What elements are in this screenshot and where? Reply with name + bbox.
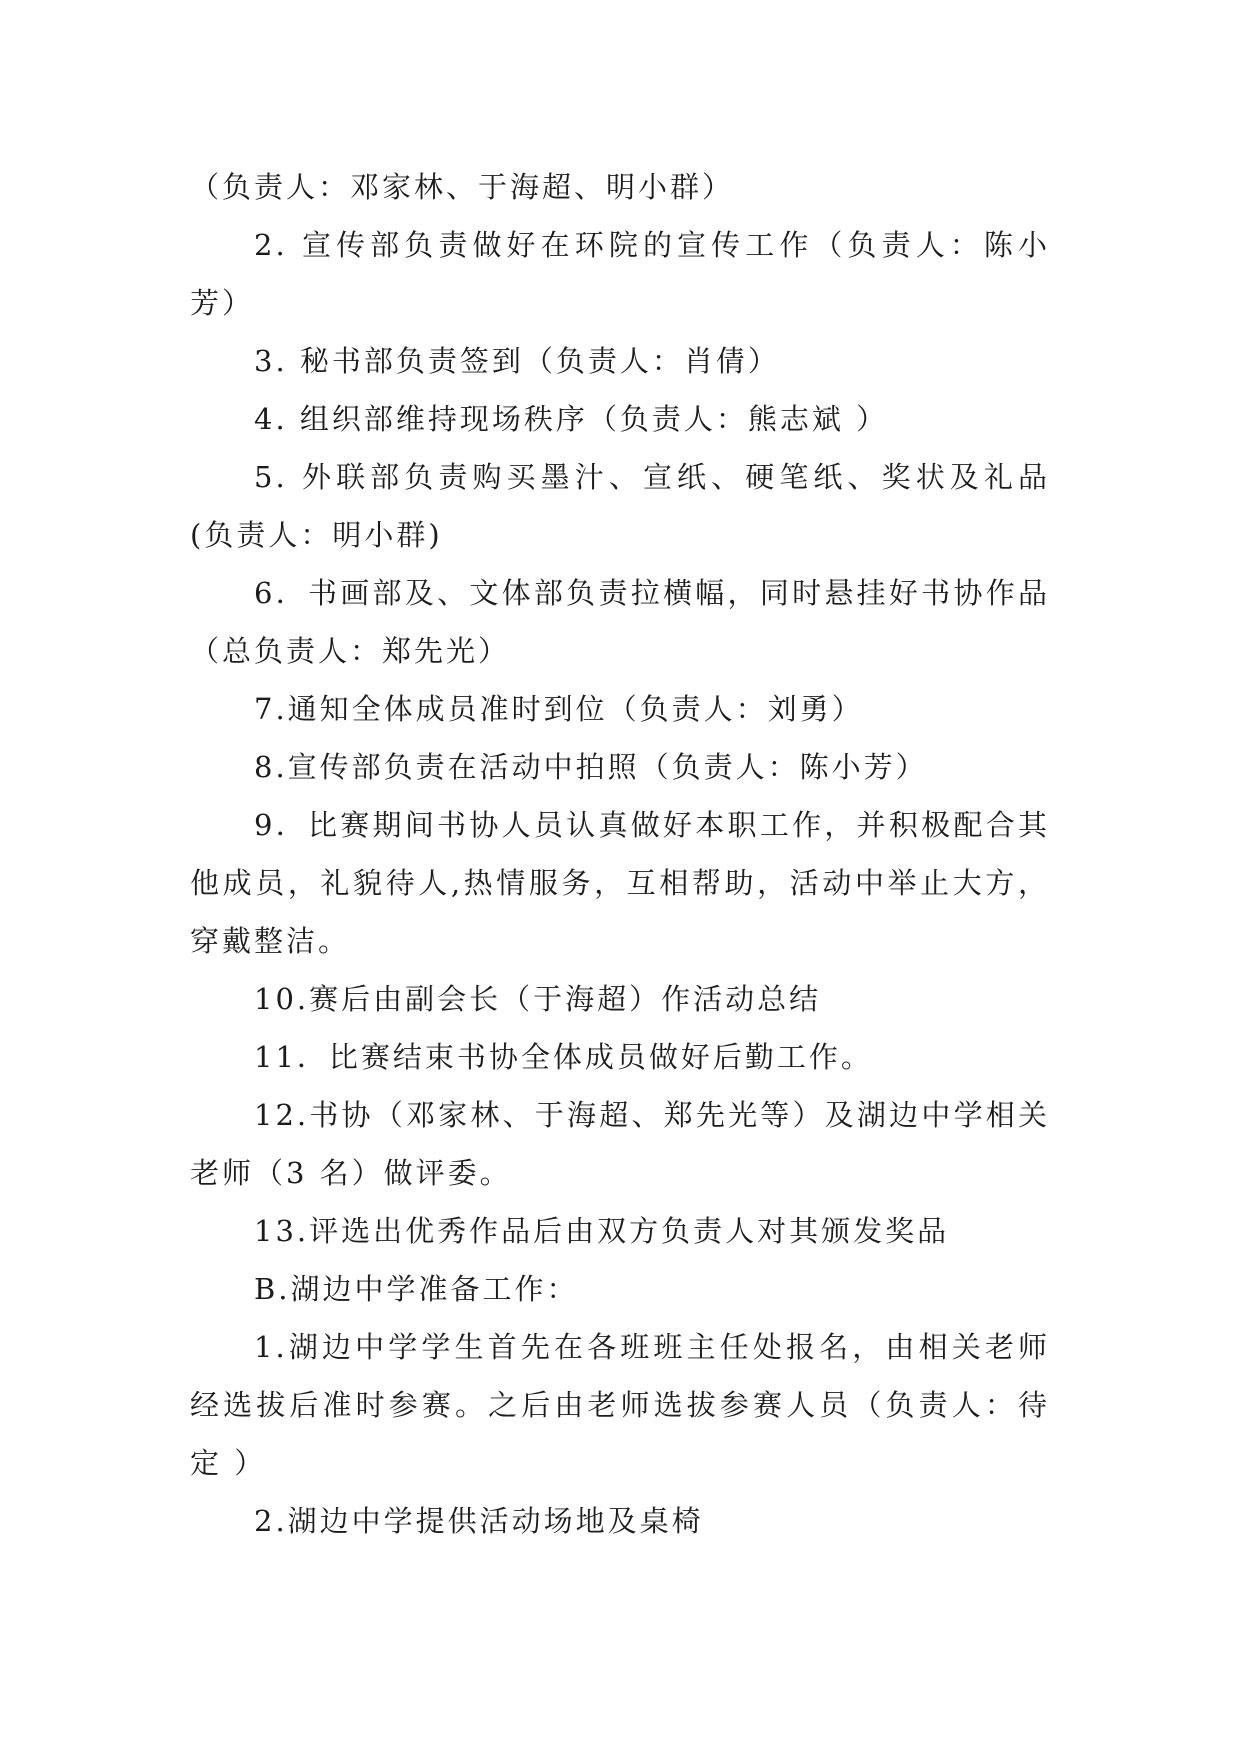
paragraph-4: 4. 组织部维持现场秩序（负责人：熊志斌 ） [254,402,889,436]
paragraph-3: 3. 秘书部负责签到（负责人：肖倩） [254,344,780,378]
document-body [190,158,1050,1550]
section-heading-b: B.湖边中学准备工作： [254,1272,579,1306]
paragraph-13: 13.评选出优秀作品后由双方负责人对其颁发奖品 [254,1214,950,1248]
paragraph-7: 7.通知全体成员准时到位（负责人：刘勇） [254,692,864,726]
paragraph-12: 12.书协（邓家林、于海超、郑先光等）及湖边中学相关老师（3 名）做评委。 [190,1098,1050,1190]
paragraph-5: 5. 外联部负责购买墨汁、宣纸、硬笔纸、奖状及礼品(负责人：明小群) [190,460,1050,552]
paragraph-9: 9．比赛期间书协人员认真做好本职工作，并积极配合其他成员，礼貌待人,热情服务，互相帮助，活动中举止大方，穿戴整洁。 [190,808,1050,958]
paragraph-6: 6．书画部及、文体部负责拉横幅，同时悬挂好书协作品（总负责人：郑先光） [190,576,1050,668]
paragraph-11: 11．比赛结束书协全体成员做好后勤工作。 [254,1040,873,1074]
paragraph-2: 2. 宣传部负责做好在环院的宣传工作（负责人：陈小芳） [190,228,1050,320]
paragraph-1: （负责人：邓家林、于海超、明小群） [190,170,735,204]
paragraph-15: 1.湖边中学学生首先在各班班主任处报名，由相关老师经选拔后准时参赛。之后由老师选拔参赛人员（负责人：待定 ） [190,1330,1050,1480]
paragraph-8: 8.宣传部负责在活动中拍照（负责人：陈小芳） [254,750,928,784]
paragraph-16: 2.湖边中学提供活动场地及桌椅 [254,1504,704,1538]
paragraph-10: 10.赛后由副会长（于海超）作活动总结 [254,982,822,1016]
